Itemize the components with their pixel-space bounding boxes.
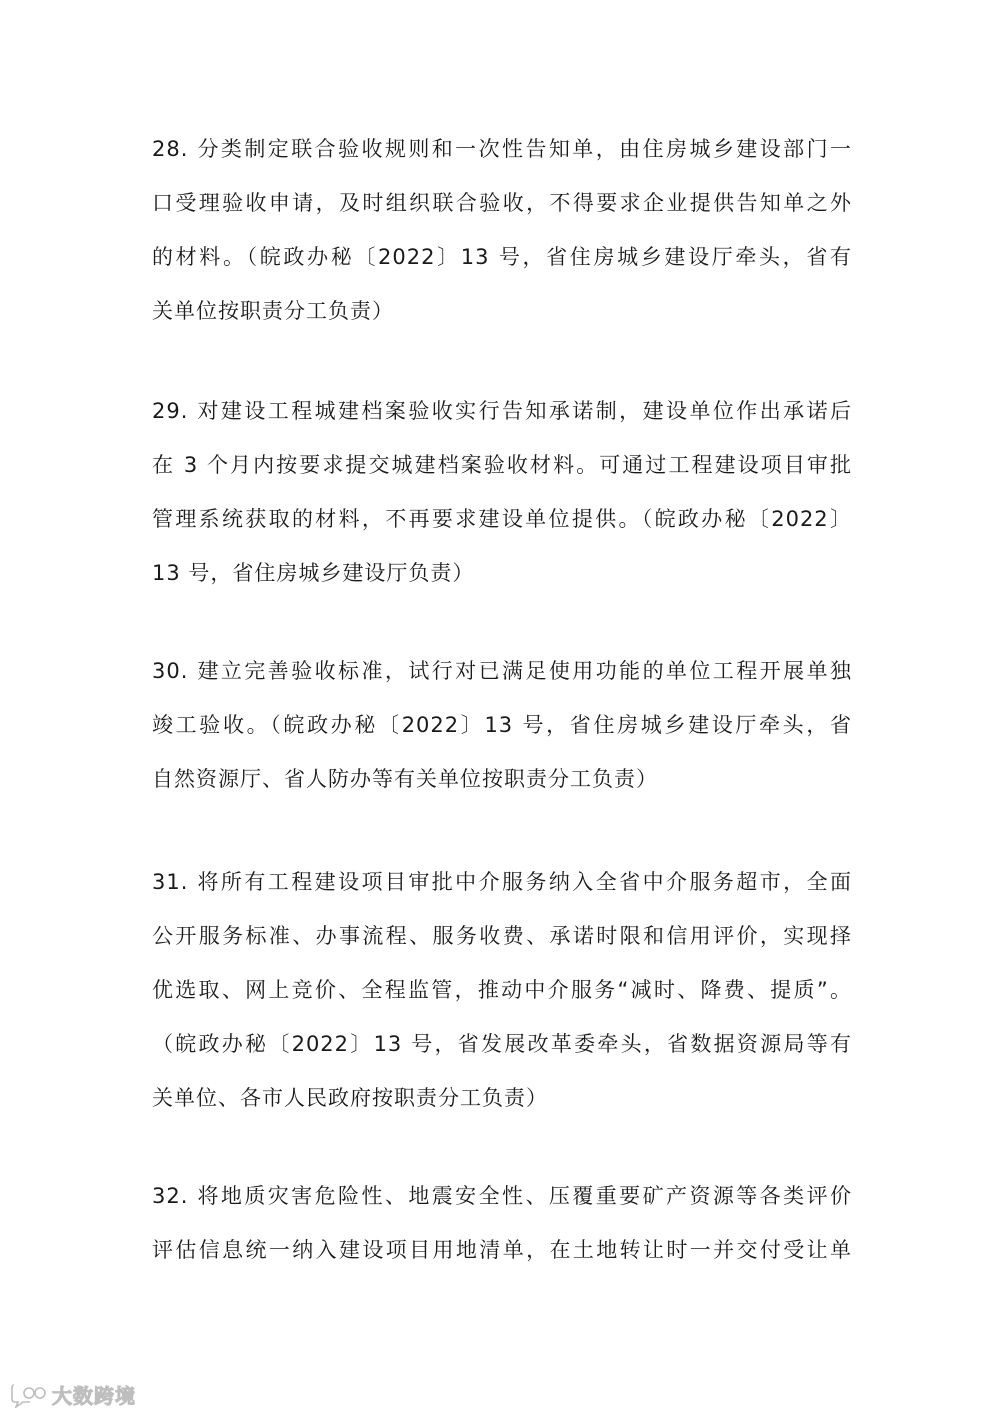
paragraph-line: 评估信息统一纳入建设项目用地清单，在土地转让时一并交付受让单: [152, 1238, 852, 1262]
paragraph-line: 31. 将所有工程建设项目审批中介服务纳入全省中介服务超市，全面: [152, 870, 852, 894]
paragraph-line: 竣工验收。（皖政办秘〔2022〕13 号，省住房城乡建设厅牵头，省: [152, 713, 852, 737]
paragraph-line: 优选取、网上竞价、全程监管，推动中介服务“减时、降费、提质”。: [152, 978, 852, 1002]
paragraph-32: [152, 1169, 852, 1277]
paragraph-line: 32. 将地质灾害危险性、地震安全性、压覆重要矿产资源等各类评价: [152, 1184, 852, 1208]
paragraph-line: 28. 分类制定联合验收规则和一次性告知单，由住房城乡建设部门一: [152, 137, 852, 161]
paragraph-28: [152, 122, 852, 338]
paragraph-30: [152, 644, 852, 806]
paragraph-line: 的材料。（皖政办秘〔2022〕13 号，省住房城乡建设厅牵头，省有: [152, 245, 852, 269]
paragraph-line: 管理系统获取的材料，不再要求建设单位提供。（皖政办秘〔2022〕: [152, 507, 852, 531]
paragraph-line: 29. 对建设工程城建档案验收实行告知承诺制，建设单位作出承诺后: [152, 399, 852, 423]
paragraph-29: [152, 384, 852, 600]
watermark: [10, 1380, 136, 1409]
paragraph-line: 关单位、各市人民政府按职责分工负责）: [152, 1086, 548, 1110]
paragraph-line: 13 号，省住房城乡建设厅负责）: [152, 561, 475, 585]
paragraph-line: 在 3 个月内按要求提交城建档案验收材料。可通过工程建设项目审批: [152, 453, 852, 477]
paragraph-line: 自然资源厅、省人防办等有关单位按职责分工负责）: [152, 767, 658, 791]
paragraph-line: （皖政办秘〔2022〕13 号，省发展改革委牵头，省数据资源局等有: [152, 1032, 852, 1056]
paragraph-line: 30. 建立完善验收标准，试行对已满足使用功能的单位工程开展单独: [152, 659, 852, 683]
paragraph-line: 关单位按职责分工负责）: [152, 299, 394, 323]
watermark-text: 大数跨境: [52, 1384, 136, 1408]
paragraph-line: 口受理验收申请，及时组织联合验收，不得要求企业提供告知单之外: [152, 191, 852, 215]
speech-bubble-logo-icon: [10, 1382, 48, 1408]
paragraph-31: [152, 855, 852, 1125]
paragraph-line: 公开服务标准、办事流程、服务收费、承诺时限和信用评价，实现择: [152, 924, 852, 948]
